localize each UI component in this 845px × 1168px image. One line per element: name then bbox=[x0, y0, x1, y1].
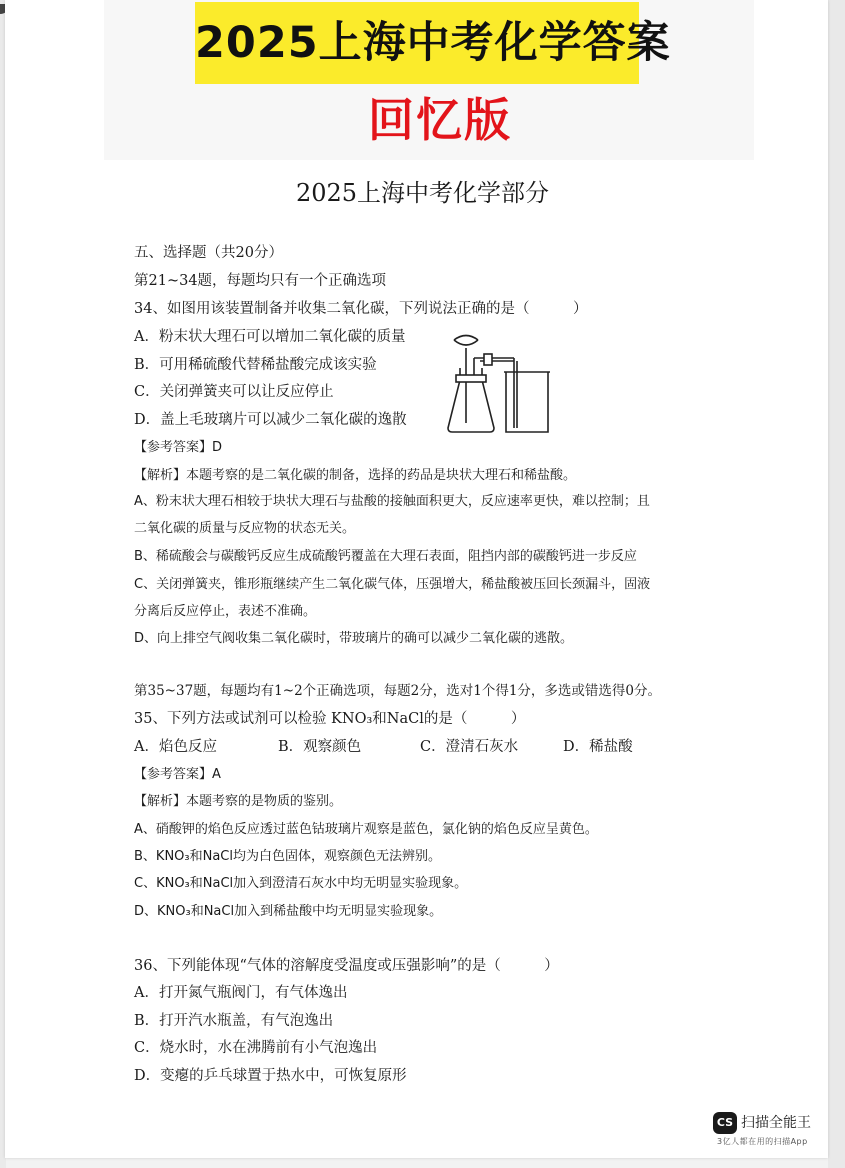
question-35-analysis-line: B、KNO₃和NaCl均为白色固体，观察颜色无法辨别。 bbox=[134, 849, 441, 864]
question-35-analysis-line: D、KNO₃和NaCl加入到稀盐酸中均无明显实验现象。 bbox=[134, 904, 443, 919]
rubber-stopper bbox=[456, 375, 486, 382]
question-35-analysis-line: A、硝酸钾的焰色反应透过蓝色钴玻璃片观察是蓝色，氯化钠的焰色反应呈黄色。 bbox=[134, 822, 598, 837]
question-34-analysis-line: A、粉末状大理石相较于块状大理石与盐酸的接触面积更大，反应速率更快，难以控制；且 bbox=[134, 494, 650, 509]
question-34-stem: 34、如图用该装置制备并收集二氧化碳，下列说法正确的是（ ） bbox=[134, 301, 588, 317]
question-36-stem: 36、下列能体现“气体的溶解度受温度或压强影响”的是（ ） bbox=[134, 958, 559, 974]
question-34-analysis-line: 二氧化碳的质量与反应物的状态无关。 bbox=[134, 521, 356, 536]
watermark-name: 扫描全能王 bbox=[741, 1115, 811, 1131]
question-34-option-a: A．粉末状大理石可以增加二氧化碳的质量 bbox=[134, 329, 406, 345]
question-34-analysis-line: C、关闭弹簧夹，锥形瓶继续产生二氧化碳气体，压强增大，稀盐酸被压回长颈漏斗，固液 bbox=[134, 577, 651, 592]
section-heading: 五、选择题（共20分） bbox=[134, 245, 283, 261]
question-34-option-d: D．盖上毛玻璃片可以减少二氧化碳的逸散 bbox=[134, 412, 407, 428]
spring-clip bbox=[484, 354, 492, 365]
header-subtitle: 回忆版 bbox=[368, 93, 512, 147]
question-34-analysis-line: 分离后反应停止，表述不准确。 bbox=[134, 604, 317, 619]
camscanner-logo-icon: CS bbox=[713, 1112, 737, 1134]
question-34-option-c: C．关闭弹簧夹可以让反应停止 bbox=[134, 384, 334, 400]
question-35-option-a: A．焰色反应 bbox=[134, 739, 217, 755]
gas-collecting-bottle bbox=[506, 372, 548, 432]
question-34-analysis-line: 【解析】本题考察的是二氧化碳的制备，选择的药品是块状大理石和稀盐酸。 bbox=[134, 468, 577, 483]
funnel-cup bbox=[454, 336, 478, 341]
question-34-answer: 【参考答案】D bbox=[134, 440, 223, 455]
question-35-analysis-line: C、KNO₃和NaCl加入到澄清石灰水中均无明显实验现象。 bbox=[134, 876, 468, 891]
question-34-analysis-line: D、向上排空气阀收集二氧化碳时，带玻璃片的确可以减少二氧化碳的逃散。 bbox=[134, 631, 574, 646]
question-35-stem: 35、下列方法或试剂可以检验 KNO₃和NaCl的是（ ） bbox=[134, 711, 526, 727]
gas-apparatus-diagram bbox=[444, 328, 554, 440]
question-36-option-b: B．打开汽水瓶盖，有气泡逸出 bbox=[134, 1013, 334, 1029]
question-35-option-d: D．稀盐酸 bbox=[563, 739, 633, 755]
question-36-option-d: D．变瘪的乒乓球置于热水中，可恢复原形 bbox=[134, 1068, 407, 1084]
watermark-tagline: 3亿人都在用的扫描App bbox=[717, 1137, 808, 1146]
question-34-analysis-line: B、稀硫酸会与碳酸钙反应生成硫酸钙覆盖在大理石表面，阻挡内部的碳酸钙进一步反应 bbox=[134, 549, 637, 564]
question-34-option-b: B．可用稀硫酸代替稀盐酸完成该实验 bbox=[134, 357, 377, 373]
question-36-option-a: A．打开氮气瓶阀门，有气体逸出 bbox=[134, 985, 348, 1001]
question-35-answer: 【参考答案】A bbox=[134, 767, 221, 782]
question-35-analysis-line: 【解析】本题考察的是物质的鉴别。 bbox=[134, 794, 343, 809]
document-title: 2025上海中考化学部分 bbox=[295, 179, 550, 207]
question-35-option-c: C．澄清石灰水 bbox=[420, 739, 519, 755]
multi-choice-instruction: 第35~37题，每题均有1~2个正确选项，每题2分，选对1个得1分，多选或错选得0分。 bbox=[134, 683, 662, 699]
section-instruction: 第21~34题，每题均只有一个正确选项 bbox=[134, 273, 387, 289]
question-36-option-c: C．烧水时，水在沸腾前有小气泡逸出 bbox=[134, 1040, 378, 1056]
header-title: 2025上海中考化学答案 bbox=[195, 2, 639, 84]
question-35-option-b: B．观察颜色 bbox=[278, 739, 362, 755]
